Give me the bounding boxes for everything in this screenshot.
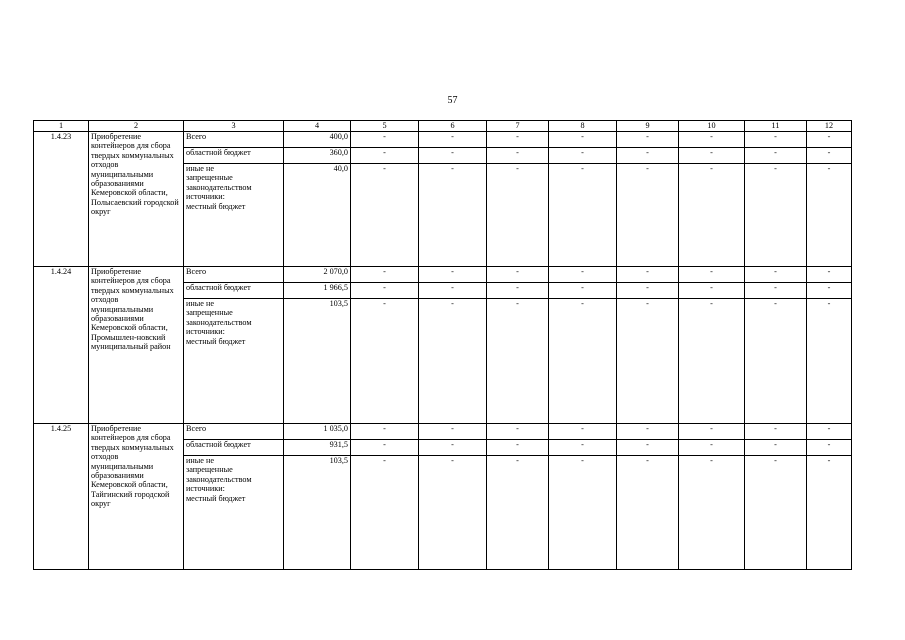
dash-cell: - <box>351 132 419 148</box>
funding-source: Всего <box>184 424 284 440</box>
dash-cell: - <box>351 440 419 456</box>
item-name: Приобретение контейнеров для сбора твердых коммунальных отходов муниципальными образованиями Кемеровской области, Промышлен-новский муниципальный район <box>89 267 184 424</box>
header-row <box>34 121 852 132</box>
dash-cell: - <box>419 456 487 570</box>
header-cell: 5 <box>351 121 419 132</box>
budget-table <box>33 120 852 570</box>
source-line: иные не <box>186 456 214 465</box>
dash-cell: - <box>549 424 617 440</box>
dash-cell: - <box>679 424 745 440</box>
amount-cell: 103,5 <box>284 299 351 424</box>
amount-cell: 400,0 <box>284 132 351 148</box>
table-row <box>34 424 852 440</box>
dash-cell: - <box>487 299 549 424</box>
dash-cell: - <box>419 440 487 456</box>
source-line: иные не <box>186 164 214 173</box>
dash-cell: - <box>351 299 419 424</box>
dash-cell: - <box>419 267 487 283</box>
header-cell: 3 <box>184 121 284 132</box>
dash-cell: - <box>807 132 852 148</box>
dash-cell: - <box>487 148 549 164</box>
dash-cell: - <box>351 164 419 267</box>
dash-cell: - <box>351 456 419 570</box>
dash-cell: - <box>487 132 549 148</box>
source-line: законодательством <box>186 317 252 327</box>
funding-source: Всего <box>184 132 284 148</box>
dash-cell: - <box>617 456 679 570</box>
source-line: местный бюджет <box>186 201 246 211</box>
dash-cell: - <box>617 440 679 456</box>
dash-cell: - <box>807 440 852 456</box>
source-line: источники: <box>186 484 225 494</box>
dash-cell: - <box>617 164 679 267</box>
header-cell: 9 <box>617 121 679 132</box>
source-line: законодательством <box>186 474 252 484</box>
dash-cell: - <box>807 283 852 299</box>
header-cell: 10 <box>679 121 745 132</box>
dash-cell: - <box>807 424 852 440</box>
dash-cell: - <box>419 164 487 267</box>
amount-cell: 1 035,0 <box>284 424 351 440</box>
dash-cell: - <box>745 267 807 283</box>
amount-cell: 103,5 <box>284 456 351 570</box>
amount-cell: 2 070,0 <box>284 267 351 283</box>
source-line: запрещенные <box>186 173 233 183</box>
dash-cell: - <box>617 132 679 148</box>
table-row <box>34 132 852 148</box>
source-line: законодательством <box>186 182 252 192</box>
dash-cell: - <box>487 440 549 456</box>
header-cell: 12 <box>807 121 852 132</box>
item-code: 1.4.23 <box>34 132 89 267</box>
dash-cell: - <box>807 267 852 283</box>
page-number: 57 <box>447 95 458 106</box>
source-line: местный бюджет <box>186 336 246 346</box>
amount-cell: 931,5 <box>284 440 351 456</box>
dash-cell: - <box>745 424 807 440</box>
dash-cell: - <box>617 148 679 164</box>
funding-source: Всего <box>184 267 284 283</box>
dash-cell: - <box>745 440 807 456</box>
dash-cell: - <box>807 164 852 267</box>
dash-cell: - <box>549 456 617 570</box>
funding-source <box>184 299 284 424</box>
source-line: местный бюджет <box>186 493 246 503</box>
dash-cell: - <box>419 132 487 148</box>
header-cell: 4 <box>284 121 351 132</box>
dash-cell: - <box>549 267 617 283</box>
dash-cell: - <box>549 132 617 148</box>
dash-cell: - <box>419 148 487 164</box>
dash-cell: - <box>351 424 419 440</box>
dash-cell: - <box>679 132 745 148</box>
header-cell: 11 <box>745 121 807 132</box>
dash-cell: - <box>679 283 745 299</box>
dash-cell: - <box>745 299 807 424</box>
funding-source <box>184 164 284 267</box>
funding-source: областной бюджет <box>184 283 284 299</box>
source-line: источники: <box>186 192 225 202</box>
amount-cell: 40,0 <box>284 164 351 267</box>
dash-cell: - <box>487 164 549 267</box>
source-line: иные не <box>186 299 214 308</box>
funding-source <box>184 456 284 570</box>
dash-cell: - <box>419 424 487 440</box>
item-name: Приобретение контейнеров для сбора твердых коммунальных отходов муниципальными образованиями Кемеровской области, Полысаевский городской округ <box>89 132 184 267</box>
item-name: Приобретение контейнеров для сбора твердых коммунальных отходов муниципальными образованиями Кемеровской области, Тайгинский городской округ <box>89 424 184 570</box>
dash-cell: - <box>351 283 419 299</box>
dash-cell: - <box>617 299 679 424</box>
dash-cell: - <box>679 267 745 283</box>
item-code: 1.4.24 <box>34 267 89 424</box>
dash-cell: - <box>745 148 807 164</box>
dash-cell: - <box>617 283 679 299</box>
header-cell: 2 <box>89 121 184 132</box>
table-row <box>34 267 852 283</box>
dash-cell: - <box>679 440 745 456</box>
dash-cell: - <box>679 456 745 570</box>
dash-cell: - <box>807 299 852 424</box>
dash-cell: - <box>549 283 617 299</box>
dash-cell: - <box>745 164 807 267</box>
dash-cell: - <box>549 148 617 164</box>
source-line: источники: <box>186 327 225 337</box>
dash-cell: - <box>745 132 807 148</box>
dash-cell: - <box>487 424 549 440</box>
dash-cell: - <box>807 148 852 164</box>
dash-cell: - <box>487 283 549 299</box>
dash-cell: - <box>419 299 487 424</box>
dash-cell: - <box>745 456 807 570</box>
dash-cell: - <box>351 267 419 283</box>
dash-cell: - <box>549 440 617 456</box>
dash-cell: - <box>617 424 679 440</box>
header-cell: 1 <box>34 121 89 132</box>
dash-cell: - <box>549 164 617 267</box>
dash-cell: - <box>617 267 679 283</box>
header-cell: 8 <box>549 121 617 132</box>
dash-cell: - <box>419 283 487 299</box>
dash-cell: - <box>487 456 549 570</box>
source-line: запрещенные <box>186 308 233 318</box>
dash-cell: - <box>679 148 745 164</box>
dash-cell: - <box>549 299 617 424</box>
amount-cell: 1 966,5 <box>284 283 351 299</box>
header-cell: 6 <box>419 121 487 132</box>
header-cell: 7 <box>487 121 549 132</box>
dash-cell: - <box>745 283 807 299</box>
dash-cell: - <box>679 164 745 267</box>
dash-cell: - <box>679 299 745 424</box>
dash-cell: - <box>487 267 549 283</box>
item-code: 1.4.25 <box>34 424 89 570</box>
funding-source: областной бюджет <box>184 440 284 456</box>
source-line: запрещенные <box>186 465 233 475</box>
amount-cell: 360,0 <box>284 148 351 164</box>
funding-source: областной бюджет <box>184 148 284 164</box>
dash-cell: - <box>351 148 419 164</box>
dash-cell: - <box>807 456 852 570</box>
